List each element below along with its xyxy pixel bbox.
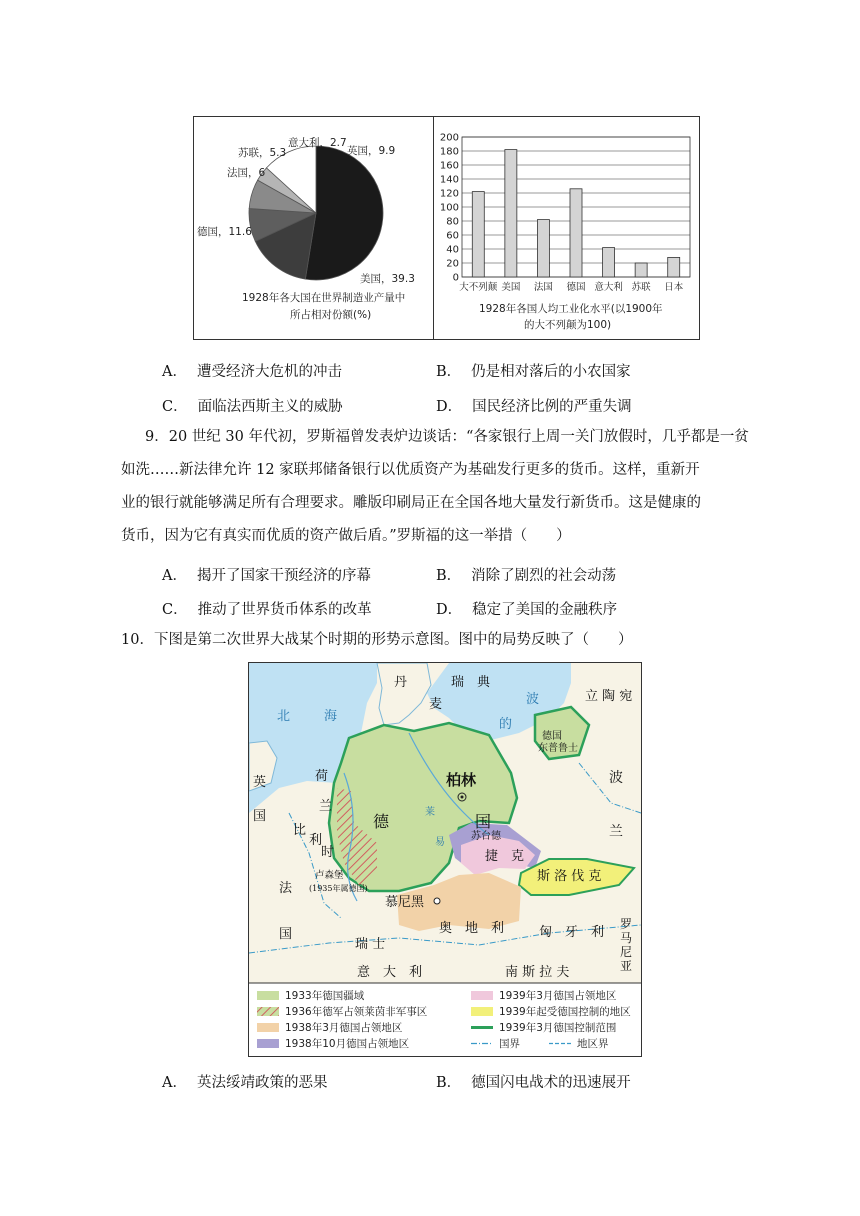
bar-ytick-label: 180 bbox=[439, 146, 459, 158]
bar-chart bbox=[434, 117, 700, 339]
legend-label: 地区界 bbox=[577, 1038, 609, 1050]
map-label-baltic-2: 的 bbox=[499, 717, 513, 732]
option-text: 消除了剧烈的社会动荡 bbox=[471, 568, 617, 584]
bar-0 bbox=[472, 192, 484, 277]
berlin-marker-dot bbox=[461, 796, 464, 799]
option-letter: A． bbox=[162, 568, 187, 584]
option-letter: D． bbox=[436, 602, 463, 618]
q9-line-1: 9．20 世纪 30 年代初，罗斯福曾发表炉边谈话：“各家银行上周一关门放假时，几乎都是一贫 bbox=[145, 429, 749, 445]
bar-4 bbox=[603, 248, 615, 277]
option-letter: B． bbox=[436, 1075, 462, 1091]
q9-option-c[interactable] bbox=[162, 598, 372, 619]
map-label-east-prussia-1: 德国 bbox=[542, 731, 562, 742]
bar-xtick-label: 意大利 bbox=[594, 282, 623, 293]
map-label-france-1: 法 bbox=[279, 881, 293, 896]
legend-swatch bbox=[471, 991, 493, 1000]
option-text: 遭受经济大危机的冲击 bbox=[196, 364, 342, 380]
legend-label: 1938年10月德国占领地区 bbox=[285, 1038, 410, 1050]
bar-ytick-label: 160 bbox=[439, 160, 459, 172]
option-text: 国民经济比例的严重失调 bbox=[472, 399, 632, 415]
q8-option-d[interactable] bbox=[436, 395, 632, 416]
q10-option-b[interactable] bbox=[436, 1071, 631, 1092]
bar-xtick-label: 美国 bbox=[501, 282, 521, 293]
option-letter: A． bbox=[162, 1075, 187, 1091]
pie-caption-line2: 所占相对份额(%) bbox=[290, 309, 372, 321]
legend-label: 1939年3月德国控制范围 bbox=[499, 1022, 617, 1034]
option-text: 仍是相对落后的小农国家 bbox=[471, 364, 631, 380]
legend-label: 1939年3月德国占领地区 bbox=[499, 990, 617, 1002]
bar-ytick-label: 0 bbox=[452, 272, 459, 284]
legend-swatch bbox=[471, 1007, 493, 1016]
bar-ytick-label: 140 bbox=[439, 174, 459, 186]
legend-swatch bbox=[257, 1039, 279, 1048]
map-label-switzerland: 瑞 士 bbox=[355, 937, 386, 952]
legend-label: 1933年德国疆域 bbox=[285, 990, 365, 1002]
bar-6 bbox=[668, 257, 680, 277]
bar-2 bbox=[537, 220, 549, 277]
map-label-austria: 奥 地 利 bbox=[439, 921, 505, 936]
bar-5 bbox=[635, 263, 647, 277]
bar-xtick-label: 日本 bbox=[664, 282, 684, 293]
map-label-britain-1: 英 bbox=[253, 775, 267, 790]
bar-xtick-label: 大不列颠 bbox=[459, 282, 498, 293]
option-text: 稳定了美国的金融秩序 bbox=[472, 602, 618, 618]
bar-caption-line1: 1928年各国人均工业化水平(以1900年 bbox=[479, 303, 663, 315]
map-label-yugoslavia: 南 斯 拉 夫 bbox=[505, 965, 570, 980]
legend-swatch bbox=[257, 1023, 279, 1032]
option-letter: B． bbox=[436, 364, 462, 380]
map-label-belgium-1: 比 bbox=[293, 823, 307, 838]
option-text: 揭开了国家干预经济的序幕 bbox=[196, 568, 371, 584]
q10-stem: 10．下图是第二次世界大战某个时期的形势示意图。图中的局势反映了（ ） bbox=[121, 632, 633, 648]
q9-option-b[interactable] bbox=[436, 564, 616, 585]
pie-label-ussr: 苏联，5.3 bbox=[238, 147, 287, 159]
bar-ytick-label: 100 bbox=[439, 202, 459, 214]
pie-label-france: 法国，6 bbox=[227, 167, 266, 179]
option-text: 德国闪电战术的迅速展开 bbox=[471, 1075, 631, 1091]
map-label-poland-2: 兰 bbox=[609, 824, 623, 840]
bar-3 bbox=[570, 189, 582, 277]
option-text: 推动了世界货币体系的改革 bbox=[197, 602, 372, 618]
q9-option-d[interactable] bbox=[436, 598, 617, 619]
map-label-germany-1: 德 bbox=[373, 812, 390, 831]
map-label-belgium-2: 利 bbox=[309, 833, 323, 848]
map-label-sudeten: 苏台德 bbox=[471, 831, 501, 842]
pie-label-usa: 美国，39.3 bbox=[360, 273, 415, 285]
option-text: 面临法西斯主义的威胁 bbox=[197, 399, 343, 415]
map-label-czech: 捷 克 bbox=[485, 849, 525, 864]
map-label-romania bbox=[620, 917, 636, 973]
option-letter: C． bbox=[162, 399, 188, 415]
legend-label: 1936年德军占领莱茵非军事区 bbox=[285, 1006, 428, 1018]
bar-ytick-label: 20 bbox=[446, 258, 459, 270]
map-label-north-sea-2: 海 bbox=[324, 709, 338, 724]
economy-figure bbox=[193, 116, 700, 340]
map-label-rhine: 莱 bbox=[425, 807, 435, 818]
map-label-berlin: 柏林 bbox=[446, 771, 477, 789]
map-label-munich: 慕尼黑 bbox=[385, 895, 425, 910]
legend-swatch bbox=[257, 1007, 279, 1016]
pie-label-britain: 英国，9.9 bbox=[347, 145, 396, 157]
bar-ytick-label: 80 bbox=[446, 216, 459, 228]
map-label-sweden: 瑞 典 bbox=[451, 675, 491, 690]
pie-slice-0 bbox=[305, 146, 383, 280]
map-label-luxembourg-note: (1935年属德国) bbox=[309, 884, 368, 893]
legend-label: 国界 bbox=[499, 1038, 520, 1050]
map-label-elbe: 易 bbox=[435, 837, 445, 848]
map-svg bbox=[249, 663, 641, 1056]
map-label-north-sea-1: 北 bbox=[277, 709, 291, 724]
bar-xtick-label: 法国 bbox=[533, 282, 553, 293]
map-label-britain-2: 国 bbox=[253, 809, 267, 824]
munich-marker bbox=[434, 898, 440, 904]
map-label-denmark-1: 丹 bbox=[394, 675, 408, 690]
q8-option-b[interactable] bbox=[436, 360, 631, 381]
bar-caption-line2: 的大不列颠为100) bbox=[524, 319, 612, 331]
q9-option-a[interactable] bbox=[162, 564, 371, 585]
option-letter: B． bbox=[436, 568, 462, 584]
pie-caption-line1: 1928年各大国在世界制造业产量中 bbox=[242, 292, 406, 304]
option-letter: C． bbox=[162, 602, 188, 618]
map-label-belgium-3: 时 bbox=[321, 845, 335, 860]
map-label-hungary: 匈 牙 利 bbox=[539, 925, 605, 940]
bar-ytick-label: 200 bbox=[439, 132, 459, 144]
q9-line-2: 如洗……新法律允许 12 家联邦储备银行以优质资产为基础发行更多的货币。这样，重新开 bbox=[121, 462, 700, 478]
bar-xtick-label: 德国 bbox=[566, 282, 586, 293]
map-label-east-prussia-2: 东普鲁士 bbox=[538, 743, 578, 754]
map-label-france-2: 国 bbox=[279, 927, 293, 942]
bar-ytick-label: 60 bbox=[446, 230, 459, 242]
q8-option-c[interactable] bbox=[162, 395, 343, 416]
pie-label-germany: 德国，11.6 bbox=[197, 226, 252, 238]
q8-option-a[interactable] bbox=[162, 360, 342, 381]
map-label-netherlands-1: 荷 bbox=[315, 769, 329, 784]
option-letter: D． bbox=[436, 399, 463, 415]
option-text: 英法绥靖政策的恶果 bbox=[196, 1075, 328, 1091]
q10-option-a[interactable] bbox=[162, 1071, 327, 1092]
pie-label-italy: 意大利，2.7 bbox=[288, 137, 347, 149]
map-label-lithuania: 立 陶 宛 bbox=[585, 689, 633, 704]
legend-label: 1939年起受德国控制的地区 bbox=[499, 1006, 631, 1018]
bar-1 bbox=[505, 150, 517, 277]
romania-char: 尼 bbox=[620, 945, 633, 959]
map-label-denmark-2: 麦 bbox=[429, 697, 443, 712]
romania-char: 马 bbox=[620, 931, 633, 945]
option-letter: A． bbox=[162, 364, 187, 380]
ww2-map bbox=[248, 662, 642, 1057]
bar-ytick-label: 120 bbox=[439, 188, 459, 200]
map-label-baltic-1: 波 bbox=[526, 692, 540, 707]
legend-label: 1938年3月德国占领地区 bbox=[285, 1022, 403, 1034]
pie-chart bbox=[194, 117, 433, 339]
romania-char: 罗 bbox=[620, 917, 633, 931]
map-label-luxembourg: 卢森堡 bbox=[315, 870, 344, 881]
romania-char: 亚 bbox=[620, 959, 633, 973]
q9-line-4: 货币，因为它有真实而优质的资产做后盾。”罗斯福的这一举措（ ） bbox=[121, 528, 571, 544]
bar-xtick-label: 苏联 bbox=[631, 282, 651, 293]
map-label-germany-2: 国 bbox=[475, 812, 492, 831]
q9-line-3: 业的银行就能够满足所有合理要求。雕版印刷局正在全国各地大量发行新货币。这是健康的 bbox=[121, 495, 701, 511]
map-label-poland-1: 波 bbox=[609, 770, 623, 786]
map-label-netherlands-2: 兰 bbox=[319, 799, 333, 814]
bar-ytick-label: 40 bbox=[446, 244, 459, 256]
map-label-italy: 意 大 利 bbox=[357, 965, 423, 980]
map-label-slovakia: 斯 洛 伐 克 bbox=[537, 869, 602, 884]
legend-swatch bbox=[257, 991, 279, 1000]
